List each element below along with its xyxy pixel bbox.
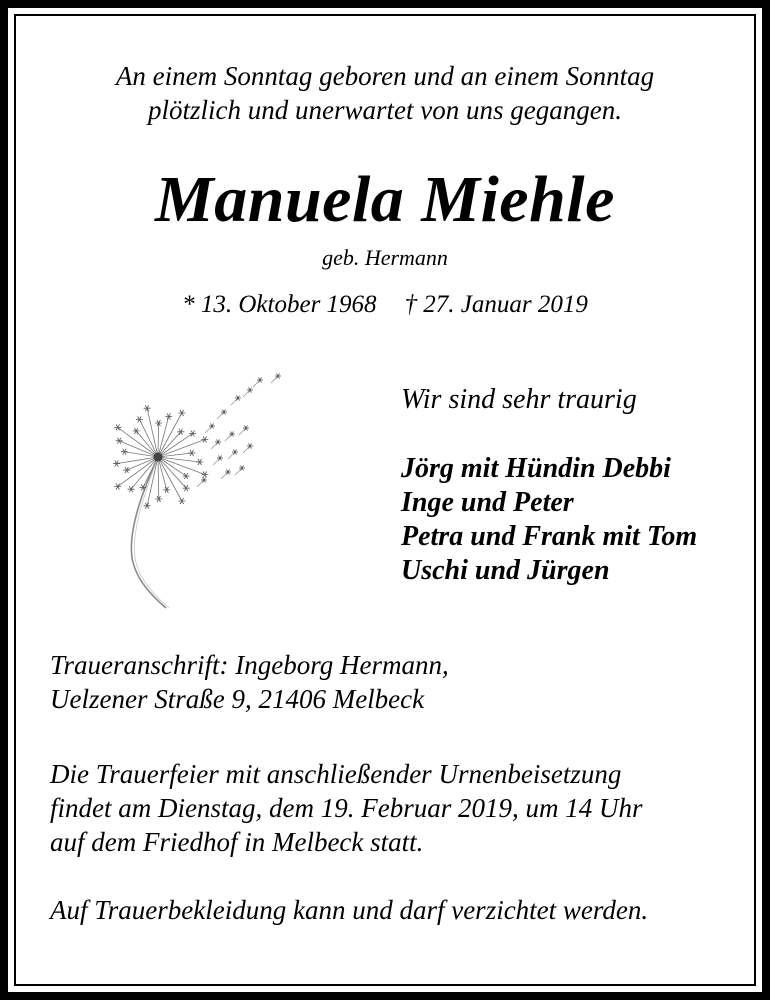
birth-date: * 13. Oktober 1968 [182,291,377,318]
life-dates [0,289,770,321]
motto-line-2: plötzlich und unerwartet von uns gegangen. [148,95,622,125]
mourning-address [50,648,449,716]
motto [0,59,770,127]
mourner-name: Uschi und Jürgen [401,555,610,586]
mourners-intro: Wir sind sehr traurig [401,384,637,415]
mourner-name: Jörg mit Hündin Debbi [401,453,671,484]
deceased-name: Manuela Miehle [155,163,615,236]
mourner-name: Inge und Peter [401,487,574,518]
ceremony-line-1: Die Trauerfeier mit anschließender Urnenbeisetzung [50,759,622,789]
dress-code-note: Auf Trauerbekleidung kann und darf verzichtet werden. [50,895,649,925]
ceremony-info [50,757,642,859]
mourner-name: Petra und Frank mit Tom [401,521,698,552]
ceremony-line-2: findet am Dienstag, dem 19. Februar 2019, um 14 Uhr [50,793,643,823]
address-line-2: Uelzener Straße 9, 21406 Melbeck [50,684,425,714]
motto-line-1: An einem Sonntag geboren und an einem Sonntag [115,61,655,91]
ceremony-line-3: auf dem Friedhof in Melbeck statt. [50,827,424,857]
death-date: † 27. Januar 2019 [404,291,588,318]
dandelion-illustration [100,368,300,613]
birth-name: geb. Hermann [322,245,448,270]
address-line-1: Traueranschrift: Ingeborg Hermann, [50,650,449,680]
mourners-list [401,452,697,588]
